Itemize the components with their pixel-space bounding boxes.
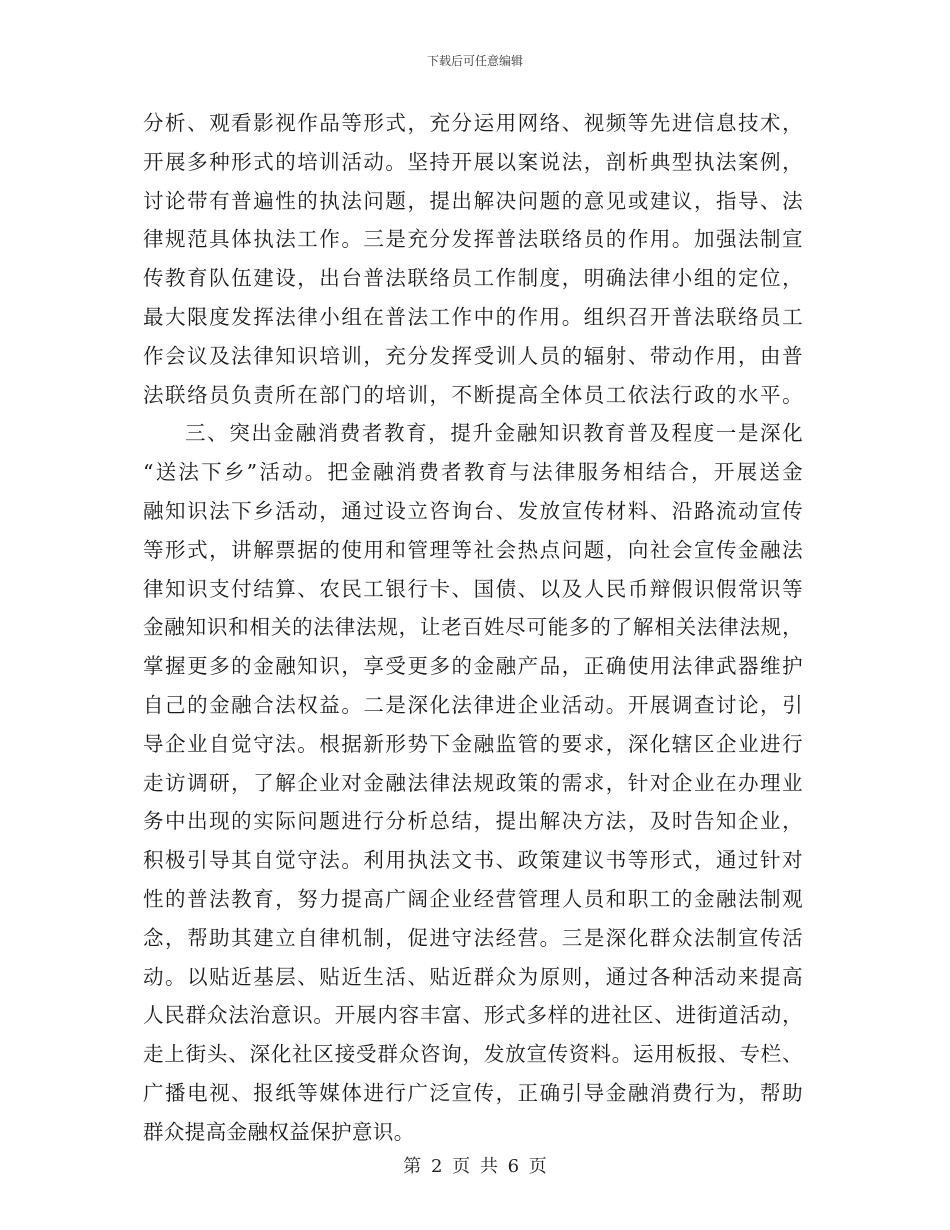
text-line: 传教育队伍建设，出台普法联络员工作制度，明确法律小组的定位， [143,266,803,291]
text-line: 人民群众法治意识。开展内容丰富、形式多样的进社区、进街道活动， [143,1003,803,1028]
text-line: “送法下乡”活动。把金融消费者教育与法律服务相结合，开展送金 [143,460,803,485]
text-line: 律知识支付结算、农民工银行卡、国债、以及人民币辩假识假常识等 [143,576,803,601]
text-line: 掌握更多的金融知识，享受更多的金融产品，正确使用法律武器维护 [143,654,803,679]
text-line: 开展多种形式的培训活动。坚持开展以案说法，剖析典型执法案例， [143,149,803,174]
text-line: 金融知识和相关的法律法规，让老百姓尽可能多的了解相关法律法规， [143,615,803,640]
text-line: 最大限度发挥法律小组在普法工作中的作用。组织召开普法联络员工 [143,304,803,329]
text-line: 务中出现的实际问题进行分析总结，提出解决方法，及时告知企业， [143,809,803,834]
text-line: 作会议及法律知识培训，充分发挥受训人员的辐射、带动作用，由普 [143,343,803,368]
paragraph-start-line: 三、突出金融消费者教育，提升金融知识教育普及程度一是深化 [185,421,803,446]
text-line: 积极引导其自觉守法。利用执法文书、政策建议书等形式，通过针对 [143,848,803,873]
text-line: 分析、观看影视作品等形式，充分运用网络、视频等先进信息技术， [143,111,803,135]
document-body [143,104,803,1152]
text-line: 法联络员负责所在部门的培训，不断提高全体员工依法行政的水平。 [143,382,803,407]
text-line: 性的普法教育，努力提高广阔企业经营管理人员和职工的金融法制观 [143,886,803,911]
text-line: 导企业自觉守法。根据新形势下金融监管的要求，深化辖区企业进行 [143,731,803,756]
text-line: 自己的金融合法权益。二是深化法律进企业活动。开展调查讨论，引 [143,692,803,717]
paragraph-end-line: 群众提高金融权益保护意识。 [143,1119,415,1144]
text-line: 等形式，讲解票据的使用和管理等社会热点问题，向社会宣传金融法 [143,537,803,562]
page-header: 下载后可任意编辑 [426,54,523,68]
text-line: 融知识法下乡活动，通过设立咨询台、发放宣传材料、沿路流动宣传 [143,498,803,523]
text-line: 走上街头、深化社区接受群众咨询，发放宣传资料。运用板报、专栏、 [143,1042,803,1067]
page-number: 第 2 页 共 6 页 [403,1156,547,1177]
text-line: 动。以贴近基层、贴近生活、贴近群众为原则，通过各种活动来提高 [143,964,803,989]
text-line: 讨论带有普遍性的执法问题，提出解决问题的意见或建议，指导、法 [143,188,803,213]
text-line: 律规范具体执法工作。三是充分发挥普法联络员的作用。加强法制宣 [143,227,803,252]
text-line: 广播电视、报纸等媒体进行广泛宣传，正确引导金融消费行为，帮助 [143,1080,803,1105]
text-line: 走访调研，了解企业对金融法律法规政策的需求，针对企业在办理业 [143,770,803,795]
text-line: 念，帮助其建立自律机制，促进守法经营。三是深化群众法制宣传活 [143,925,803,950]
